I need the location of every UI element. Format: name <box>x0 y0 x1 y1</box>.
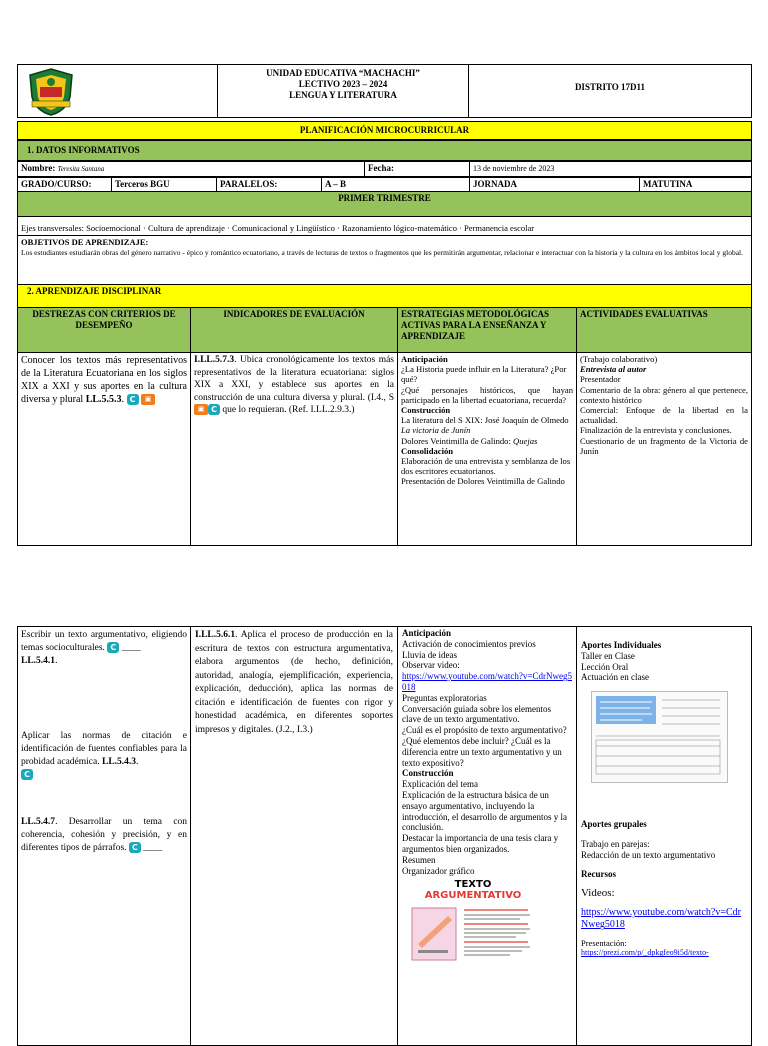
row1-activity: Finalización de la entrevista y conclusiones. <box>580 425 732 436</box>
fecha-value: 13 de noviembre de 2023 <box>473 164 555 173</box>
row2-strategy-item: Lluvia de ideas <box>402 649 457 660</box>
row1-destreza-text: Conocer los textos más representativos de la Literatura Ecuatoriana en los siglos XIX a XXI y sus aportes en la cultura diversa y plural <box>21 355 187 405</box>
presentacion-label: Presentación: <box>581 938 627 949</box>
c-badge-icon: C <box>107 642 119 653</box>
row2-anticipacion: Anticipación <box>402 628 452 638</box>
col-header-actividades: ACTIVIDADES EVALUATIVAS <box>576 307 752 353</box>
row2-destreza-1: Escribir un texto argumentativo, eligiendo temas socioculturales. C ____ LL.5.4.1. <box>21 630 187 666</box>
header-title-cell <box>217 64 469 118</box>
objetivos-label: OBJETIVOS DE APRENDIZAJE: <box>21 237 149 247</box>
jornada-label: JORNADA <box>473 179 517 189</box>
row2-strategy-item: Explicación de la estructura básica de un ensayo argumentativo, incluyendo la introducción, el desarrollo de argumentos y la conclusión. <box>402 789 568 833</box>
paralelos-label-cell <box>216 177 322 192</box>
district-label: DISTRITO 17D11 <box>574 82 646 92</box>
row1-strategy-item: La literatura del S XIX: José Joaquín de Olmedo <box>401 415 569 426</box>
row1-anticipacion: Anticipación <box>401 354 448 364</box>
col-header-destrezas: DESTREZAS CON CRITERIOS DE DESEMPEÑO <box>17 307 191 353</box>
nombre-value: Teresita Santana <box>57 165 105 173</box>
nombre-cell <box>17 161 365 177</box>
grado-label-cell <box>17 177 112 192</box>
primer-trimestre-banner: PRIMER TRIMESTRE <box>17 191 752 217</box>
row1-activity: Presentador <box>580 374 621 385</box>
row2-strategy-item: Observar video: <box>402 660 460 671</box>
text-lines-icon <box>460 904 534 964</box>
jornada-label-cell <box>469 177 640 192</box>
row2-strategy-item: Activación de conocimientos previos <box>402 638 536 649</box>
computer-icon: ▣ <box>194 404 208 415</box>
school-name: UNIDAD EDUCATIVA “MACHACHI” <box>266 68 420 78</box>
row2-indicador-text: . Aplica el proceso de producción en la escritura de textos con estructura argumentativa, elabora argumentos (de hecho, definición, autoridad, analogía, ejemplificación, experiencia, explicación, deducción), aplica las normas de citación e identificación de fuentes con rigor y honestidad académica, en diferentes soportes impresos y digitales. (J.2., I.3.) <box>195 630 393 735</box>
row2-indicador-cell <box>190 626 398 1046</box>
c-badge-icon: C <box>129 842 141 853</box>
row2-activity: Taller en Clase <box>581 650 635 661</box>
row2-d3-text: . Desarrollar un tema con coherencia, cohesión y precisión, y en diferentes tipos de párrafos. <box>21 817 187 853</box>
objetivos-cell <box>17 235 752 285</box>
row2-construccion: Construcción <box>402 768 454 779</box>
col-header-indicadores: INDICADORES DE EVALUACIÓN <box>190 307 398 353</box>
row1-activity: Comercial: Enfoque de la libertad en la actualidad. <box>580 405 748 426</box>
jornada-value: MATUTINA <box>643 179 693 189</box>
planificacion-banner: PLANIFICACIÓN MICROCURRICULAR <box>17 121 752 140</box>
row1-strategy-item: ¿La Historia puede influir en la Literatura? ¿Por qué? <box>401 364 567 385</box>
row2-indicador-code: I.LL.5.6.1 <box>195 630 236 640</box>
nombre-label: Nombre: <box>21 163 56 173</box>
row1-estrategias-cell <box>397 352 577 546</box>
row2-strategy-item: Conversación guiada sobre los elementos clave de un texto argumentativo. <box>402 703 551 725</box>
image-title-b: ARGUMENTATIVO <box>424 890 522 902</box>
row1-destreza-code: LL.5.5.3 <box>85 394 122 405</box>
header-logo-cell <box>17 64 218 118</box>
row1-e5a: Dolores Veintimilla de Galindo: <box>401 435 514 446</box>
row1-destreza-end: . <box>121 394 125 405</box>
fecha-label-cell <box>364 161 470 177</box>
recursos-title: Recursos <box>581 868 616 879</box>
row2-destreza-2: Aplicar las normas de citación e identificación de fuentes confiables para la probidad académica. LL.5.4.3. C <box>21 731 187 780</box>
paralelos-value-cell <box>321 177 470 192</box>
row1-strategy-item: ¿Qué personajes históricos, que hayan participado en la libertad ecuatoriana, recuerda? <box>401 384 573 405</box>
row2-activity: Redacción de un texto argumentativo <box>581 849 716 860</box>
row2-activity: Lección Oral <box>581 661 629 672</box>
worksheet-thumbnail <box>591 691 728 783</box>
row2-strategy-item: ¿Cuál es el propósito de texto argumentativo? ¿Qué elementos debe incluir? ¿Cuál es la diferencia entre un texto argumentativo y un texto expositivo? <box>402 725 567 768</box>
image-title <box>408 879 538 901</box>
row1-strategy-item: Elaboración de una entrevista y semblanza de los dos escritores ecuatorianos. <box>401 456 571 477</box>
fecha-label: Fecha: <box>368 163 394 173</box>
row1-construccion: Construcción <box>401 405 451 416</box>
row1-e5b: Quejas <box>513 435 538 446</box>
paralelos-value: A – B <box>325 179 347 189</box>
ejes-transversales <box>17 216 752 236</box>
row2-strategy-item: Resumen <box>402 854 436 865</box>
row1-activity: Entrevista al autor <box>580 364 647 375</box>
aprendizaje-banner: 2. APRENDIZAJE DISCIPLINAR <box>17 284 752 308</box>
aportes-grupales-title: Aportes grupales <box>581 819 647 830</box>
row1-consolidacion: Consolidación <box>401 445 454 456</box>
row1-activity: (Trabajo colaborativo) <box>580 354 658 364</box>
row1-indicador-end: que lo requieran. (Ref. I.LL.2.9.3.) <box>220 405 355 415</box>
aportes-individuales-title: Aportes Individuales <box>581 640 662 650</box>
computer-icon: ▣ <box>141 394 155 405</box>
fecha-value-cell <box>469 161 752 177</box>
row1-strategy-item: La victoria de Junín <box>401 425 471 436</box>
school-year: LECTIVO 2023 – 2024 <box>298 79 388 89</box>
writing-hand-icon <box>408 904 460 964</box>
c-badge-icon: C <box>127 394 139 405</box>
col-header-estrategias: ESTRATEGIAS METODOLÓGICAS ACTIVAS PARA LA ENSEÑANZA Y APRENDIZAJE <box>397 307 577 353</box>
row2-d1-text: Escribir un texto argumentativo, eligiendo temas socioculturales. <box>21 630 187 653</box>
row2-estrategias-cell <box>397 626 577 1046</box>
prezi-link[interactable]: https://prezi.com/p/_dpkgfeo9i5d/texto- <box>581 948 709 958</box>
row2-activity: Trabajo en parejas: <box>581 838 650 849</box>
c-badge-icon: C <box>21 769 33 780</box>
row1-strategy-item <box>401 436 573 446</box>
image-title-a: TEXTO <box>454 879 492 891</box>
paralelos-label: PARALELOS: <box>220 179 278 189</box>
row1-indicador-code: I.LL.5.7.3 <box>194 355 235 365</box>
row2-strategy-item: Destacar la importancia de una tesis clara y argumentos bien organizados. <box>402 833 559 854</box>
videos-label: Videos: <box>581 887 615 900</box>
row1-activity: Cuestionario de un fragmento de la Victoria de Junín <box>580 435 748 456</box>
datos-informativos-banner: 1. DATOS INFORMATIVOS <box>17 140 752 161</box>
jornada-value-cell <box>639 177 752 192</box>
row2-d2-code: LL.5.4.3 <box>101 757 137 767</box>
row1-indicador-cell <box>190 352 398 546</box>
worksheet-icon <box>592 692 725 780</box>
row1-actividades-cell <box>576 352 752 546</box>
c-badge-icon: C <box>208 404 220 415</box>
row2-strategy-item: Organizador gráfico <box>402 865 475 876</box>
header-district-cell <box>468 64 752 118</box>
grado-value-cell <box>111 177 217 192</box>
row1-strategy-item: Presentación de Dolores Veintimilla de Galindo <box>401 476 565 487</box>
row2-d3-code: LL.5.4.7 <box>21 817 56 827</box>
ejes-text: Ejes transversales: Socioemocional · Cultura de aprendizaje · Comunicacional y Lingüístico · Razonamiento lógico-matemático · Permanencia escolar <box>21 223 535 233</box>
row2-strategy-item: Preguntas exploratorias <box>402 692 487 703</box>
video-link[interactable]: https://www.youtube.com/watch?v=CdrNweg5018 <box>402 671 572 692</box>
row2-actividades-cell <box>576 626 752 1046</box>
row1-destreza-cell <box>17 352 191 546</box>
grado-label: GRADO/CURSO: <box>21 179 92 189</box>
objetivos-text: Los estudiantes estudiarán obras del género narrativo - épico y romántico ecuatoriano, a través de lecturas de textos o fragmentos que les permitirán argumentar, relacionar e interactuar con la historia y la cultura en los ámbitos local y global. <box>21 248 744 257</box>
row2-destreza-3: LL.5.4.7. Desarrollar un tema con coherencia, cohesión y precisión, y en diferentes tipos de párrafos. C ____ <box>21 817 187 853</box>
row2-strategy-item: Explicación del tema <box>402 779 478 790</box>
grado-value: Terceros BGU <box>115 179 170 189</box>
row2-activity: Actuación en clase <box>581 672 649 683</box>
texto-argumentativo-image <box>408 879 538 959</box>
row2-destreza-cell <box>17 626 191 1046</box>
row2-d1-code: LL.5.4.1 <box>21 656 56 666</box>
recursos-video-link[interactable]: https://www.youtube.com/watch?v=CdrNweg5018 <box>581 907 741 931</box>
row1-activity: Comentario de la obra: género al que pertenece, contexto histórico <box>580 384 748 405</box>
subject-title: LENGUA Y LITERATURA <box>289 90 397 100</box>
row2-d2-text: Aplicar las normas de citación e identificación de fuentes confiables para la probidad académica. <box>21 731 187 767</box>
row1-indicador-text: . Ubica cronológicamente los textos más representativos de la literatura ecuatoriana: siglos XIX a XXI, y establece sus aportes en la construcción de una cultura diversa y plural. (I.4., S <box>194 355 394 403</box>
school-crest-icon <box>26 67 76 117</box>
